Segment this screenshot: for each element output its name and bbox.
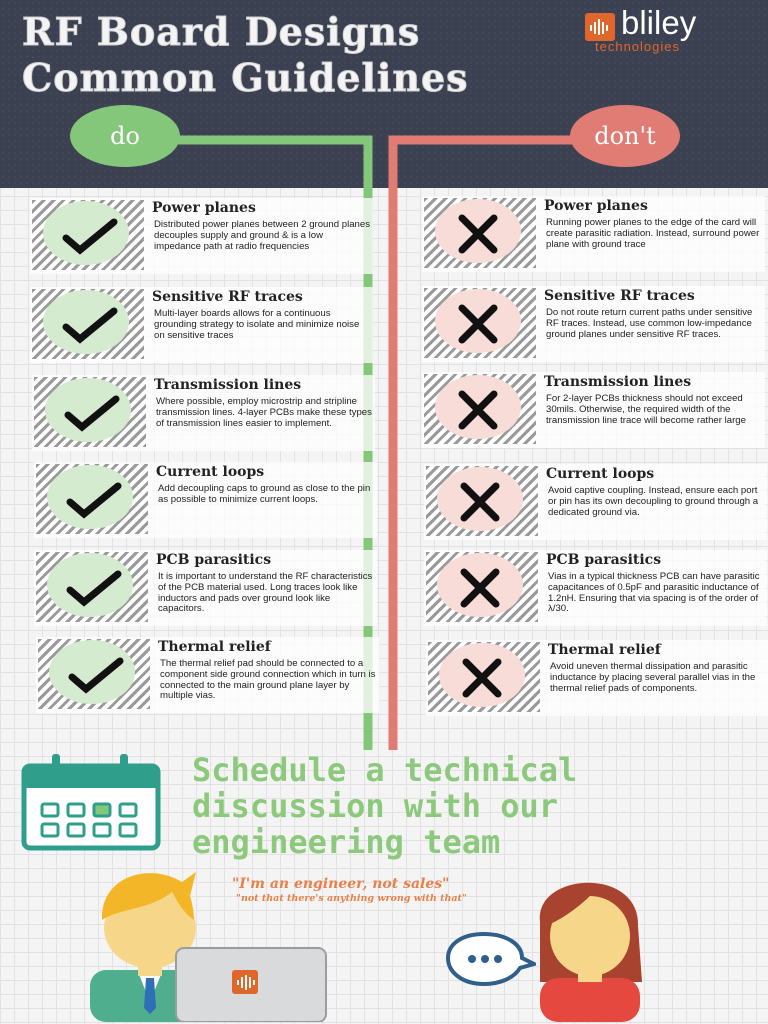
- item-text: Do not route return current paths under sensitive RF traces. Instead, use common low-impedance ground planes under sensitive RF traces.: [546, 307, 753, 340]
- item-title: Thermal relief: [548, 642, 661, 658]
- logo-tagline: technologies: [595, 39, 680, 54]
- item-title: Sensitive RF traces: [544, 288, 695, 304]
- item-text: Running power planes to the edge of the card will create parasitic radiation. Instead, surround power plane with ground trace: [546, 217, 760, 250]
- item-text: Multi-layer boards allows for a continuous grounding strategy to isolate and minimize noise on sensitive traces: [154, 308, 360, 341]
- cta-line1: Schedule a technical: [192, 751, 578, 789]
- item-title: Transmission lines: [154, 377, 302, 393]
- do-card-power-planes: [30, 198, 373, 274]
- cta-line2: discussion with our: [192, 787, 559, 825]
- item-text: Where possible, employ microstrip and stripline transmission lines. 4-layer PCBs make these types of transmission lines easier to implement.: [156, 396, 372, 429]
- check-icon: [32, 375, 146, 451]
- page-title-line2: Common Guidelines: [22, 55, 469, 100]
- dont-card-sensitive-rf-traces: [422, 286, 765, 362]
- dont-card-power-planes: [422, 196, 765, 272]
- check-icon: [30, 287, 144, 363]
- dont-card-pcb-parasitics: [424, 550, 767, 626]
- do-card-pcb-parasitics: [34, 550, 377, 626]
- calendar-icon[interactable]: [20, 752, 162, 852]
- check-icon: [34, 462, 148, 538]
- x-icon: [422, 372, 536, 448]
- item-text: It is important to understand the RF characteristics of the PCB material used. Long traces look like inductors and pads over ground look like capacitors.: [158, 571, 373, 615]
- item-title: PCB parasitics: [546, 552, 662, 568]
- item-title: Transmission lines: [544, 374, 692, 390]
- x-icon: [424, 464, 538, 540]
- check-icon: [34, 550, 148, 626]
- item-title: PCB parasitics: [156, 552, 272, 568]
- item-title: Thermal relief: [158, 639, 271, 655]
- x-icon: [422, 196, 536, 272]
- engineer-quote: "I'm an engineer, not sales": [232, 876, 450, 892]
- item-title: Power planes: [152, 200, 256, 216]
- engineer-woman-avatar: [520, 862, 660, 1022]
- item-text: Vias in a typical thickness PCB can have parasitic capacitances of 0.5pF and parasitic inductance of 1.2nH. Ensuring that via spacing is of the order of λ/30.: [548, 571, 760, 615]
- page-title-line1: RF Board Designs: [22, 9, 421, 54]
- item-text: Distributed power planes between 2 ground planes decouples supply and ground & is a low impedance path at radio frequencies: [154, 219, 370, 252]
- dont-card-transmission-lines: [422, 372, 765, 448]
- item-title: Power planes: [544, 198, 648, 214]
- engineer-avatar: [80, 862, 330, 1022]
- check-icon: [36, 637, 150, 713]
- do-card-current-loops: [34, 462, 377, 538]
- dont-card-current-loops: [424, 464, 767, 540]
- do-card-thermal-relief: [36, 637, 379, 713]
- dont-card-thermal-relief: [426, 640, 768, 716]
- check-icon: [30, 198, 144, 274]
- dont-label: don't: [570, 105, 680, 167]
- do-label: do: [70, 105, 180, 167]
- item-title: Current loops: [156, 464, 265, 480]
- x-icon: [426, 640, 540, 716]
- item-text: The thermal relief pad should be connected to a component side ground connection which in turn is connected to the main ground plane layer by multiple vias.: [160, 658, 376, 702]
- item-text: Avoid captive coupling. Instead, ensure each port or pin has its own decoupling to ground through a dedicated ground via.: [548, 485, 759, 518]
- logo-name: bliley: [621, 4, 697, 41]
- item-title: Sensitive RF traces: [152, 289, 303, 305]
- item-text: For 2-layer PCBs thickness should not exceed 30mils. Otherwise, the required width of the transmission line trace will become rather large: [546, 393, 746, 426]
- item-text: Avoid uneven thermal dissipation and parasitic inductance by placing several parallel vias in the thermal relief pads of components.: [550, 661, 756, 694]
- do-card-transmission-lines: [32, 375, 375, 451]
- x-icon: [424, 550, 538, 626]
- do-card-sensitive-rf-traces: [30, 287, 373, 363]
- schedule-call-to-action[interactable]: [192, 752, 762, 860]
- item-title: Current loops: [546, 466, 655, 482]
- engineer-quote-aside: "not that there's anything wrong with that": [236, 893, 467, 904]
- x-icon: [422, 286, 536, 362]
- item-text: Add decoupling caps to ground as close to the pin as possible to minimize current loops.: [158, 483, 371, 505]
- cta-line3: engineering team: [192, 823, 501, 861]
